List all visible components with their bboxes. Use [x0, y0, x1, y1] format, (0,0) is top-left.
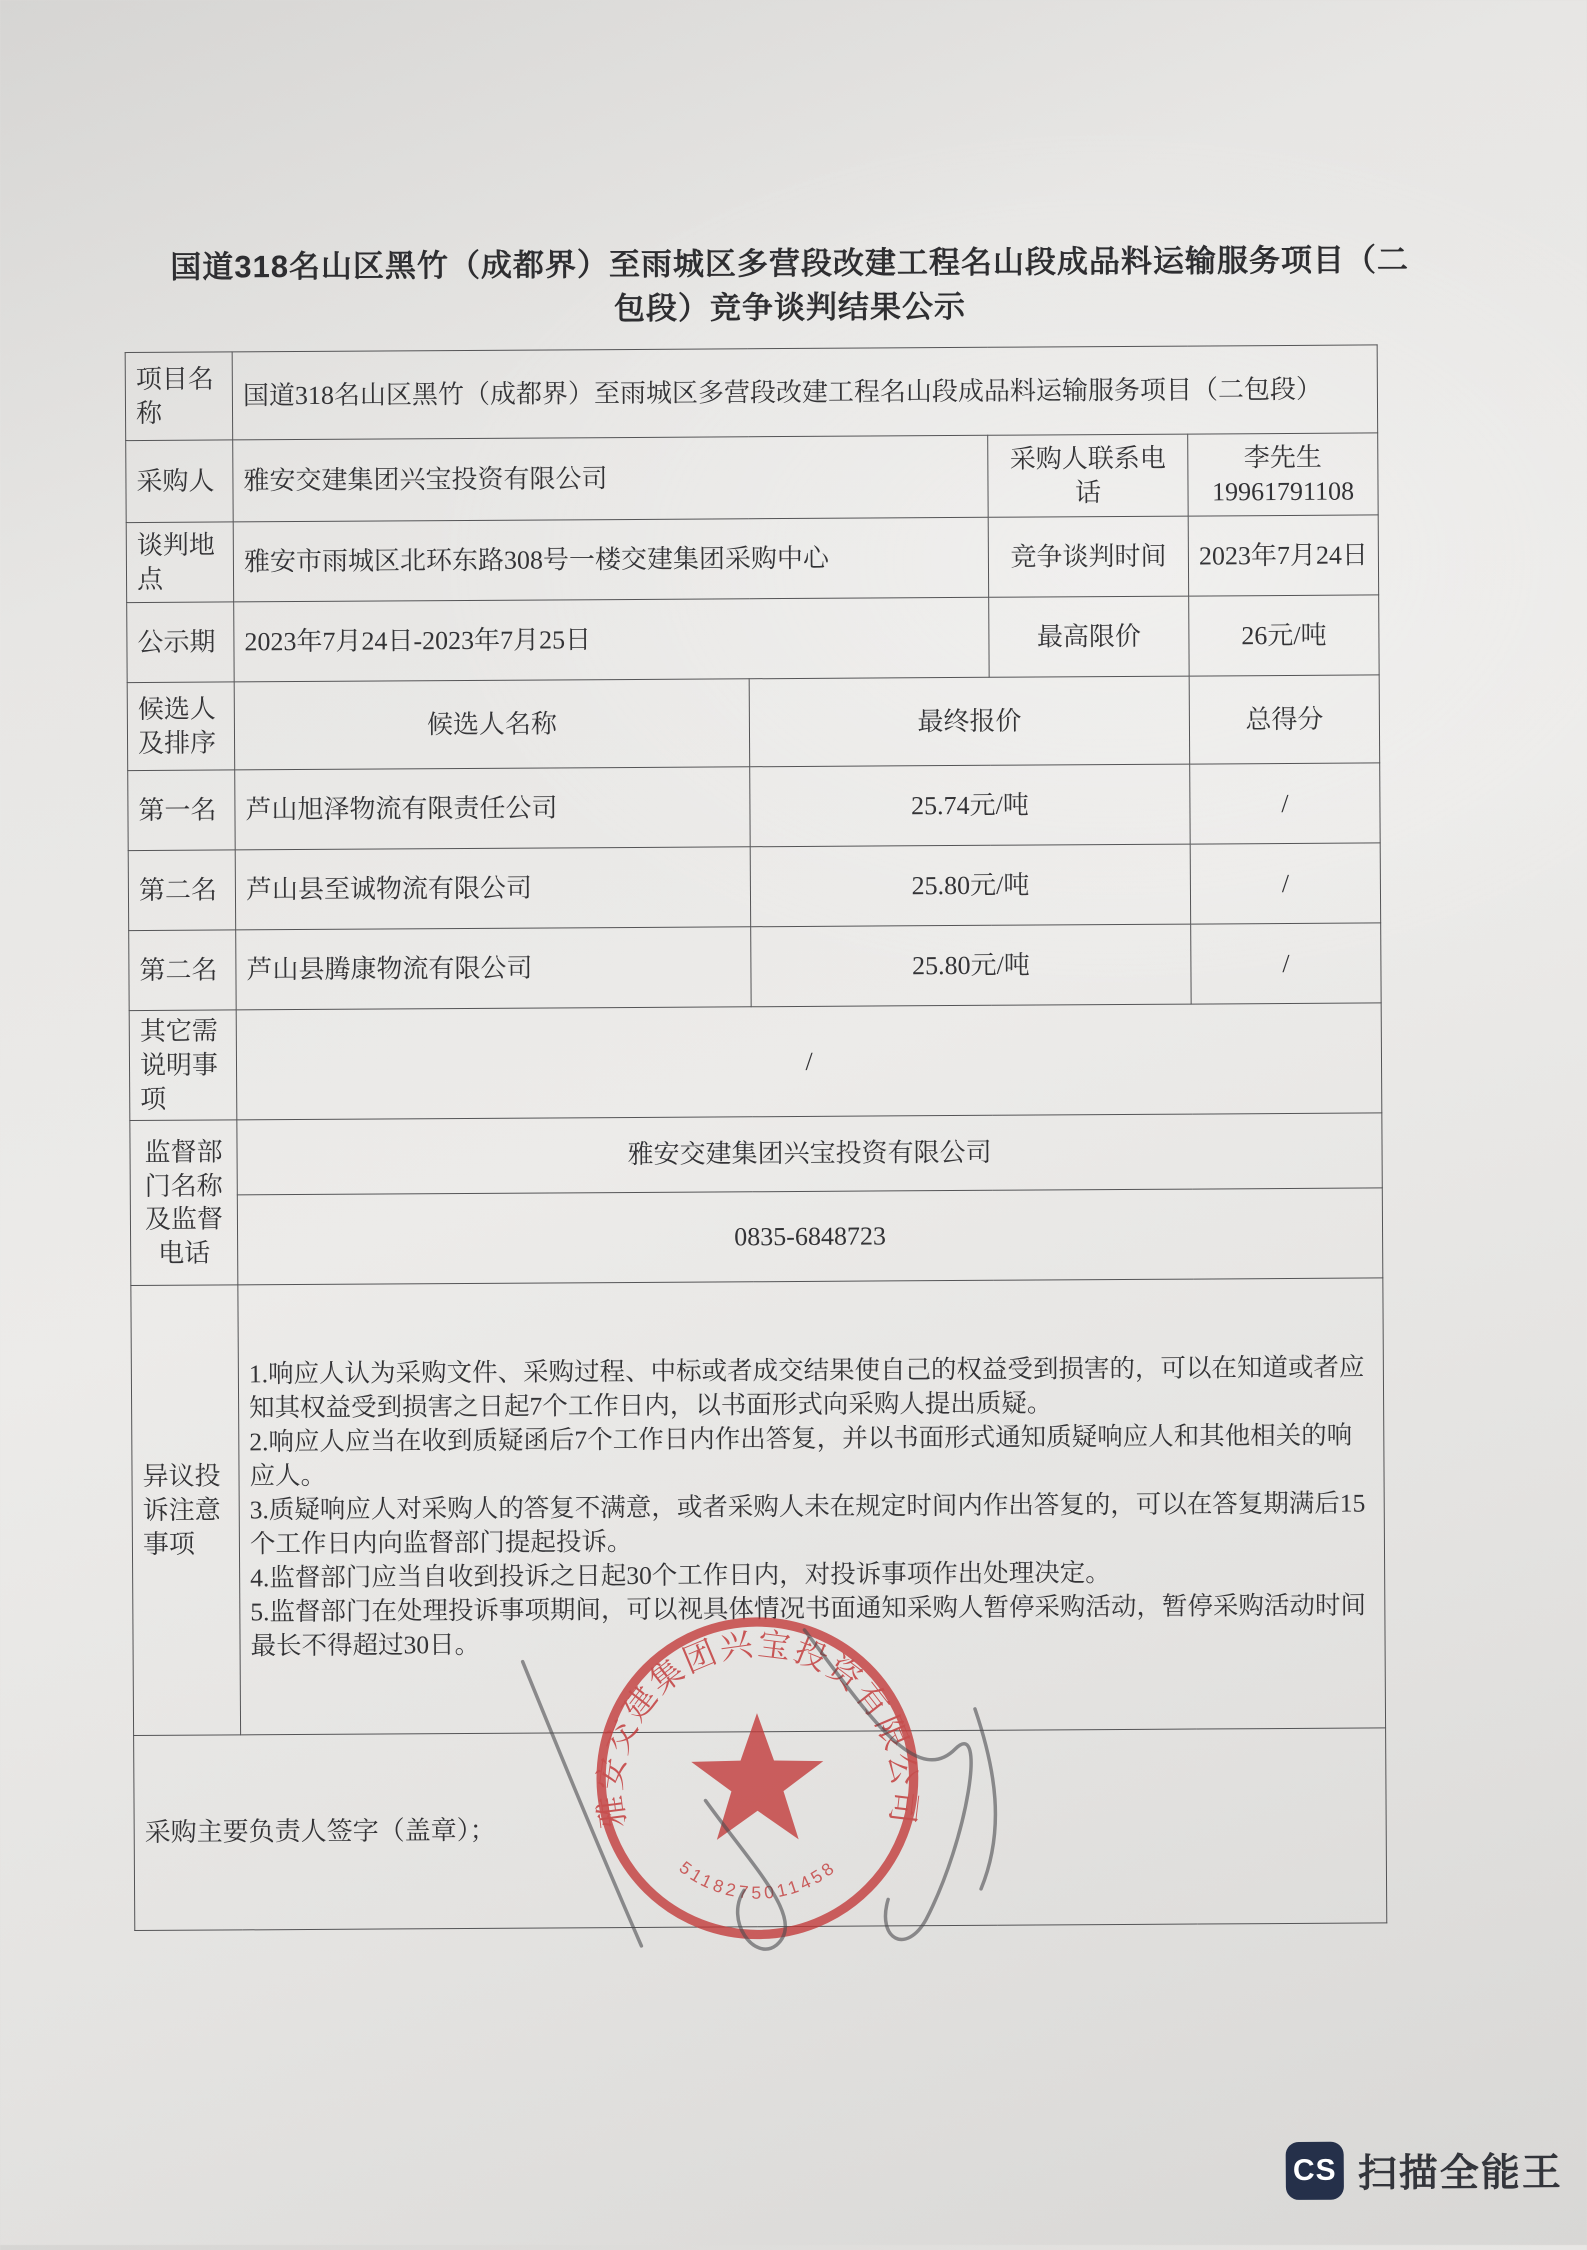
- complaint-item-3: 3.质疑响应人对采购人的答复不满意，或者采购人未在规定时间内作出答复的，可以在答复期满后15个工作日内向监督部门提起投诉。: [249, 1488, 1366, 1559]
- project-name-value: 国道318名山区黑竹（成都界）至雨城区多营段改建工程名山段成品料运输服务项目（二包段）: [232, 345, 1378, 440]
- camscanner-watermark-text: 扫描全能王: [1357, 2151, 1563, 2196]
- svg-text:雅安交建集团兴宝投资有限公司: 雅安交建集团兴宝投资有限公司: [591, 1625, 924, 1831]
- row-signature: [134, 1728, 1387, 1931]
- candidate-price: 25.80元/吨: [751, 924, 1191, 1007]
- candidates-score-header: 总得分: [1189, 675, 1380, 764]
- complaint-item-1: 1.响应人认为采购文件、采购过程、中标或者成交结果使自己的权益受到损害的，可以在知道或者应知其权益受到损害之日起7个工作日内，以书面形式向采购人提出质疑。: [248, 1352, 1365, 1423]
- candidate-name: 芦山旭泽物流有限责任公司: [235, 767, 750, 850]
- row-complaint-notes: [131, 1278, 1386, 1736]
- purchaser-value: 雅安交建集团兴宝投资有限公司: [233, 435, 988, 522]
- supervision-name: 雅安交建集团兴宝投资有限公司: [237, 1113, 1382, 1195]
- publicity-label: 公示期: [127, 602, 234, 683]
- signature-label: 采购主要负责人签字（盖章）；: [134, 1728, 1387, 1931]
- candidate-rank: 第二名: [129, 930, 236, 1011]
- row-supervision-phone: [130, 1188, 1383, 1286]
- row-supervision-name: [130, 1113, 1382, 1196]
- document-title: 国道318名山区黑竹（成都界）至雨城区多营段改建工程名山段成品料运输服务项目（二包段）竞争谈判结果公示: [170, 242, 1410, 327]
- supervision-phone: 0835-6848723: [237, 1188, 1383, 1285]
- candidate-price: 25.80元/吨: [750, 844, 1190, 927]
- purchaser-label: 采购人: [126, 440, 233, 523]
- max-price-label: 最高限价: [989, 596, 1189, 677]
- candidates-rank-header: 候选人及排序: [127, 682, 235, 771]
- svg-text:5118275011458: 5118275011458: [675, 1856, 841, 1903]
- complaint-item-4: 4.监督部门应当自收到投诉之日起30个工作日内，对投诉事项作出处理决定。: [250, 1557, 1111, 1593]
- camscanner-logo-icon: CS: [1286, 2142, 1344, 2200]
- contact-phone: 19961791108: [1211, 476, 1355, 506]
- candidate-row: [128, 843, 1380, 931]
- purchaser-phone-label: 采购人联系电话: [988, 434, 1188, 517]
- max-price-value: 26元/吨: [1189, 595, 1380, 676]
- candidate-row: [129, 923, 1381, 1011]
- candidate-name: 芦山县腾康物流有限公司: [236, 927, 751, 1010]
- complaint-content: [238, 1278, 1386, 1735]
- candidate-row: [128, 763, 1380, 851]
- contact-name: 李先生: [1243, 442, 1322, 472]
- negotiation-time-value: 2023年7月24日: [1188, 515, 1379, 596]
- candidates-price-header: 最终报价: [749, 676, 1190, 767]
- row-project-name: [125, 345, 1378, 441]
- row-publicity: [127, 595, 1379, 683]
- row-purchaser: [126, 433, 1378, 523]
- other-notes-label: 其它需说明事项: [129, 1010, 237, 1121]
- candidates-name-header: 候选人名称: [234, 679, 750, 770]
- candidate-score: /: [1190, 763, 1381, 844]
- purchaser-phone-value: [1188, 433, 1379, 516]
- project-name-label: 项目名称: [125, 352, 233, 441]
- candidate-score: /: [1191, 923, 1382, 1004]
- candidate-rank: 第一名: [128, 770, 235, 851]
- other-notes-value: /: [236, 1003, 1382, 1120]
- candidate-name: 芦山县至诚物流有限公司: [235, 847, 750, 930]
- supervision-label: 监督部门名称及监督电话: [130, 1120, 238, 1286]
- candidate-rank: 第二名: [128, 850, 235, 931]
- camscanner-watermark: [1286, 2139, 1563, 2201]
- row-venue: [126, 515, 1378, 603]
- venue-value: 雅安市雨城区北环东路308号一楼交建集团采购中心: [233, 517, 988, 602]
- venue-label: 谈判地点: [126, 522, 233, 603]
- candidate-price: 25.74元/吨: [750, 764, 1190, 847]
- candidates-header-row: [127, 675, 1380, 771]
- negotiation-time-label: 竞争谈判时间: [988, 516, 1188, 597]
- result-table: [125, 344, 1388, 1931]
- complaint-label: 异议投诉注意事项: [131, 1285, 241, 1736]
- complaint-item-2: 2.响应人应当在收到质疑函后7个工作日内作出答复，并以书面形式通知质疑响应人和其他相关的响应人。: [249, 1420, 1353, 1491]
- row-other-notes: [129, 1003, 1382, 1121]
- candidate-score: /: [1190, 843, 1381, 924]
- complaint-item-5: 5.监督部门在处理投诉事项期间，可以视具体情况书面通知采购人暂停采购活动，暂停采购活动时间最长不得超过30日。: [250, 1590, 1367, 1660]
- publicity-value: 2023年7月24日-2023年7月25日: [234, 597, 989, 682]
